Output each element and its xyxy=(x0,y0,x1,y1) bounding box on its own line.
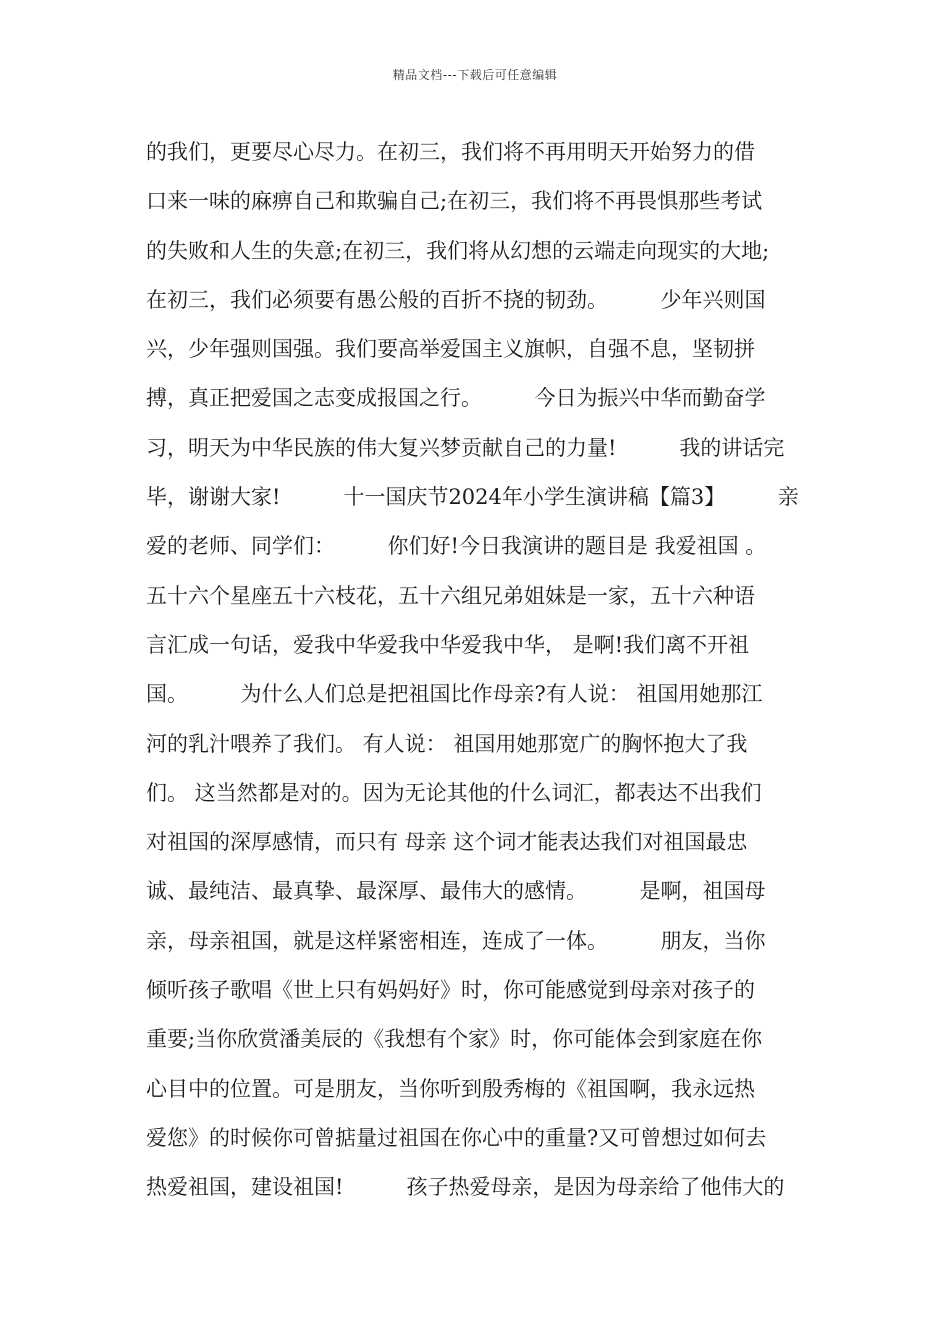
text-line: 们。 这当然都是对的。因为无论其他的什么词汇，都表达不出我们 xyxy=(146,780,762,805)
text-line: 的我们，更要尽心尽力。在初三，我们将不再用明天开始努力的借 xyxy=(146,140,755,164)
text-line: 口来一味的麻痹自己和欺骗自己;在初三，我们将不再畏惧那些考试 xyxy=(146,189,763,214)
text-line: 亲，母亲祖国，就是这样紧密相连，连成了一体。 朋友，当你 xyxy=(146,928,766,953)
document-body xyxy=(146,128,814,1213)
text-line: 在初三，我们必须要有愚公般的百折不挠的韧劲。 少年兴则国 xyxy=(146,287,766,312)
text-line: 对祖国的深厚感情，而只有 母亲 这个词才能表达我们对祖国最忠 xyxy=(146,830,748,855)
text-line: 五十六个星座五十六枝花，五十六组兄弟姐妹是一家，五十六种语 xyxy=(146,583,755,608)
text-line: 爱的老师、同学们： 你们好!今日我演讲的题目是 我爱祖国 。 xyxy=(146,534,767,559)
page-header: 精品文档---下载后可任意编辑 xyxy=(392,68,558,82)
text-line: 兴，少年强则国强。我们要高举爱国主义旗帜，自强不息，坚韧拼 xyxy=(146,337,755,362)
text-line: 心目中的位置。可是朋友，当你听到殷秀梅的《祖国啊，我永远热 xyxy=(146,1076,755,1101)
text-line: 的失败和人生的失意;在初三，我们将从幻想的云端走向现实的大地; xyxy=(146,238,770,263)
text-line: 诚、最纯洁、最真挚、最深厚、最伟大的感情。 是啊，祖国母 xyxy=(146,879,766,904)
text-line: 重要;当你欣赏潘美辰的《我想有个家》时，你可能体会到家庭在你 xyxy=(146,1027,763,1052)
text-line: 言汇成一句话，爱我中华爱我中华爱我中华， 是啊!我们离不开祖 xyxy=(146,632,750,657)
text-line: 毕，谢谢大家! 十一国庆节2024年小学生演讲稿【篇3】 亲 xyxy=(146,485,799,510)
text-line: 国。 为什么人们总是把祖国比作母亲?有人说： 祖国用她那江 xyxy=(146,682,763,707)
text-line: 河的乳汁喂养了我们。 有人说： 祖国用她那宽广的胸怀抱大了我 xyxy=(146,731,748,756)
text-line: 热爱祖国，建设祖国! 孩子热爱母亲，是因为母亲给了他伟大的 xyxy=(146,1175,785,1200)
text-line: 爱您》的时候你可曾掂量过祖国在你心中的重量?又可曾想过如何去 xyxy=(146,1125,767,1150)
text-line: 搏，真正把爱国之志变成报国之行。 今日为振兴中华而勤奋学 xyxy=(146,386,766,411)
text-line: 倾听孩子歌唱《世上只有妈妈好》时，你可能感觉到母亲对孩子的 xyxy=(146,978,755,1003)
text-line: 习，明天为中华民族的伟大复兴梦贡献自己的力量! 我的讲话完 xyxy=(146,435,785,460)
